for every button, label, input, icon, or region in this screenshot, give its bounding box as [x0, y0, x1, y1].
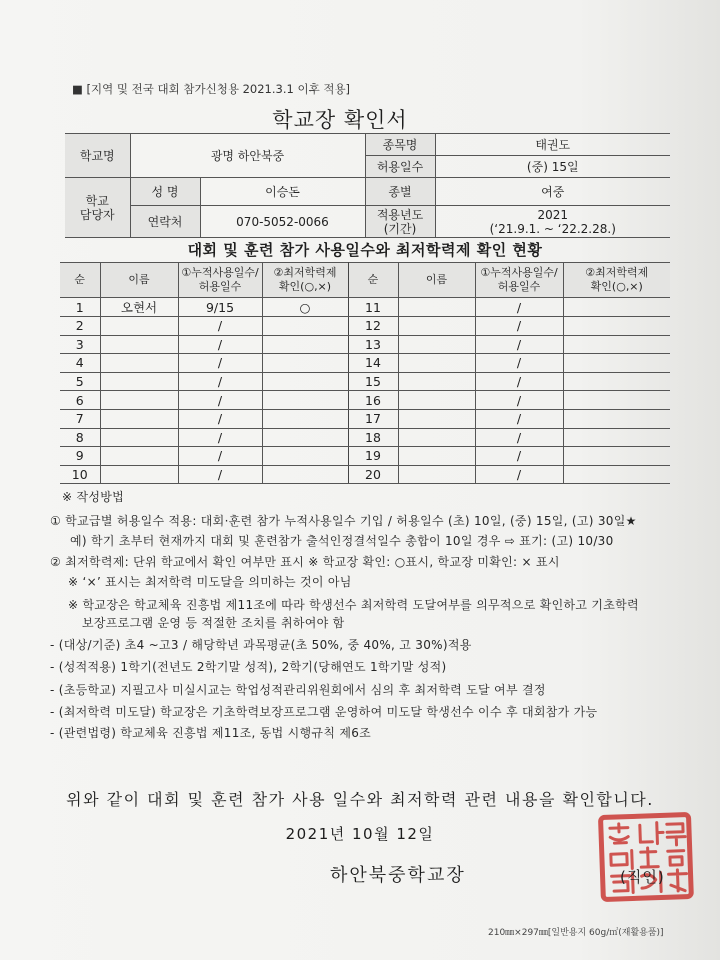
cell-days-left: 9/15 [178, 298, 262, 317]
cell-days-left: / [178, 428, 262, 447]
category-label: 종별 [365, 178, 435, 206]
cell-no-right: 11 [348, 298, 398, 317]
instruction-line: - (대상/기준) 초4 ~고3 / 해당학년 과목평균(초 50%, 중 40%, 고 30%)적용 [50, 638, 472, 652]
header-check-right-line1: ②최저학력제 [585, 266, 649, 279]
instruction-line: - (최저학력 미도달) 학교장은 기초학력보장프로그램 운영하여 미도달 학생선수 이수 후 대회참가 가능 [50, 705, 598, 719]
cell-check-left: ○ [262, 298, 348, 317]
paper-spec-footer: 210㎜×297㎜[일반용지 60g/㎡(재활용품)] [488, 928, 664, 938]
cell-no-right: 17 [348, 409, 398, 428]
year-label-line2: (기간) [383, 221, 417, 236]
instruction-line: 예) 학기 초부터 현재까지 대회 및 훈련참가 출석인정결석일수 총합이 10일 경우 ⇨ 표기: (고) 10/30 [70, 534, 614, 548]
instruction-line: 보장프로그램 운영 등 적절한 조치를 취하여야 함 [82, 616, 345, 630]
header-check-left-line2: 확인(○,×) [278, 280, 332, 293]
cell-no-left: 7 [60, 409, 100, 428]
school-seal-icon [596, 810, 695, 907]
cell-days-right: / [475, 447, 563, 466]
cell-days-left: / [178, 372, 262, 391]
allowed-days-value: (중) 15일 [435, 156, 670, 178]
cell-no-right: 15 [348, 372, 398, 391]
school-name-label: 학교명 [65, 134, 130, 178]
cell-days-left: / [178, 335, 262, 354]
cell-no-left: 5 [60, 372, 100, 391]
cell-no-left: 10 [60, 465, 100, 484]
instruction-line: - (관련법령) 학교체육 진흥법 제11조, 동법 시행규칙 제6조 [50, 726, 372, 740]
cell-days-left: / [178, 465, 262, 484]
cell-no-right: 12 [348, 317, 398, 336]
cell-days-left: / [178, 391, 262, 410]
staff-name-value: 이승돈 [200, 178, 365, 206]
sport-label: 종목명 [365, 134, 435, 156]
contact-value: 070-5052-0066 [200, 206, 365, 238]
staff-label-line1: 학교 [85, 193, 109, 208]
cell-no-right: 16 [348, 391, 398, 410]
year-label-line1: 적용년도 [376, 207, 424, 222]
header-check-right-line2: 확인(○,×) [590, 280, 643, 293]
staff-label-line2: 담당자 [79, 207, 115, 222]
header-days-left-line1: ①누적사용일수/ [181, 266, 259, 279]
cell-days-right: / [475, 391, 563, 410]
year-value-period: (‘21.9.1. ~ ‘22.2.28.) [489, 221, 616, 236]
status-table-caption: 대회 및 훈련 참가 사용일수와 최저학력제 확인 현황 [187, 241, 543, 259]
staff-name-label: 성 명 [130, 178, 200, 206]
cell-days-right: / [475, 354, 563, 373]
cell-days-right: / [475, 409, 563, 428]
instruction-line: - (초등학교) 지필고사 미실시교는 학업성적관리위원회에서 심의 후 최저학력 도달 여부 결정 [50, 683, 546, 697]
header-note: ■ [지역 및 전국 대회 참가신청용 2021.3.1 이후 적용] [72, 82, 351, 96]
cell-no-left: 4 [60, 354, 100, 373]
header-days-left-line2: 허용일수 [198, 280, 242, 293]
header-days-right-line2: 허용일수 [497, 280, 541, 293]
instructions-heading: ※ 작성방법 [62, 490, 125, 504]
issue-date: 2021년 10월 12일 [285, 825, 435, 843]
header-name-right: 이름 [398, 263, 475, 298]
cell-no-left: 9 [60, 447, 100, 466]
cell-no-right: 20 [348, 465, 398, 484]
cell-no-left: 8 [60, 428, 100, 447]
principal-title: 하안북중학교장 [330, 865, 466, 886]
school-name-value: 광명 하안북중 [130, 134, 365, 178]
cell-no-right: 18 [348, 428, 398, 447]
cell-days-right: / [475, 465, 563, 484]
cell-days-right: / [475, 372, 563, 391]
cell-no-right: 19 [348, 447, 398, 466]
cell-days-left: / [178, 409, 262, 428]
cell-no-right: 13 [348, 335, 398, 354]
allowed-days-label: 허용일수 [365, 156, 435, 178]
year-value-year: 2021 [537, 207, 569, 222]
instruction-line: ※ ‘×’ 표시는 최저학력 미도달을 의미하는 것이 아님 [68, 575, 352, 589]
instruction-line: - (성적적용) 1학기(전년도 2학기말 성적), 2학기(당해연도 1학기말 성적) [50, 660, 447, 674]
header-no-left: 순 [60, 263, 100, 298]
header-days-right-line1: ①누적사용일수/ [480, 266, 558, 279]
cell-no-right: 14 [348, 354, 398, 373]
contact-label: 연락처 [130, 206, 200, 238]
sport-value: 태권도 [435, 134, 670, 156]
cell-days-right: / [475, 298, 563, 317]
cell-no-left: 6 [60, 391, 100, 410]
cell-days-left: / [178, 354, 262, 373]
instruction-line: ② 최저학력제: 단위 학교에서 확인 여부만 표시 ※ 학교장 확인: ○표시, 학교장 미확인: × 표시 [50, 555, 560, 569]
cell-days-right: / [475, 317, 563, 336]
cell-days-right: / [475, 428, 563, 447]
header-name-left: 이름 [100, 263, 178, 298]
cell-no-left: 2 [60, 317, 100, 336]
category-value: 여중 [435, 178, 670, 206]
cell-no-left: 3 [60, 335, 100, 354]
confirmation-statement: 위와 같이 대회 및 훈련 참가 사용 일수와 최저학력 관련 내용을 확인합니다. [66, 790, 654, 809]
page-title: 학교장 확인서 [272, 108, 408, 132]
seal-mark-label: (직인) [620, 868, 665, 886]
cell-name-left: 오현서 [100, 298, 178, 317]
cell-days-right: / [475, 335, 563, 354]
cell-days-left: / [178, 447, 262, 466]
header-check-left-line1: ②최저학력제 [273, 266, 337, 279]
header-no-right: 순 [348, 263, 398, 298]
instruction-line: ※ 학교장은 학교체육 진흥법 제11조에 따라 학생선수 최저학력 도달여부를 의무적으로 확인하고 기초학력 [68, 598, 639, 612]
cell-no-left: 1 [60, 298, 100, 317]
cell-days-left: / [178, 317, 262, 336]
instruction-line: ① 학교급별 허용일수 적용: 대회·훈련 참가 누적사용일수 기입 / 허용일수 (초) 10일, (중) 15일, (고) 30일★ [50, 514, 637, 528]
